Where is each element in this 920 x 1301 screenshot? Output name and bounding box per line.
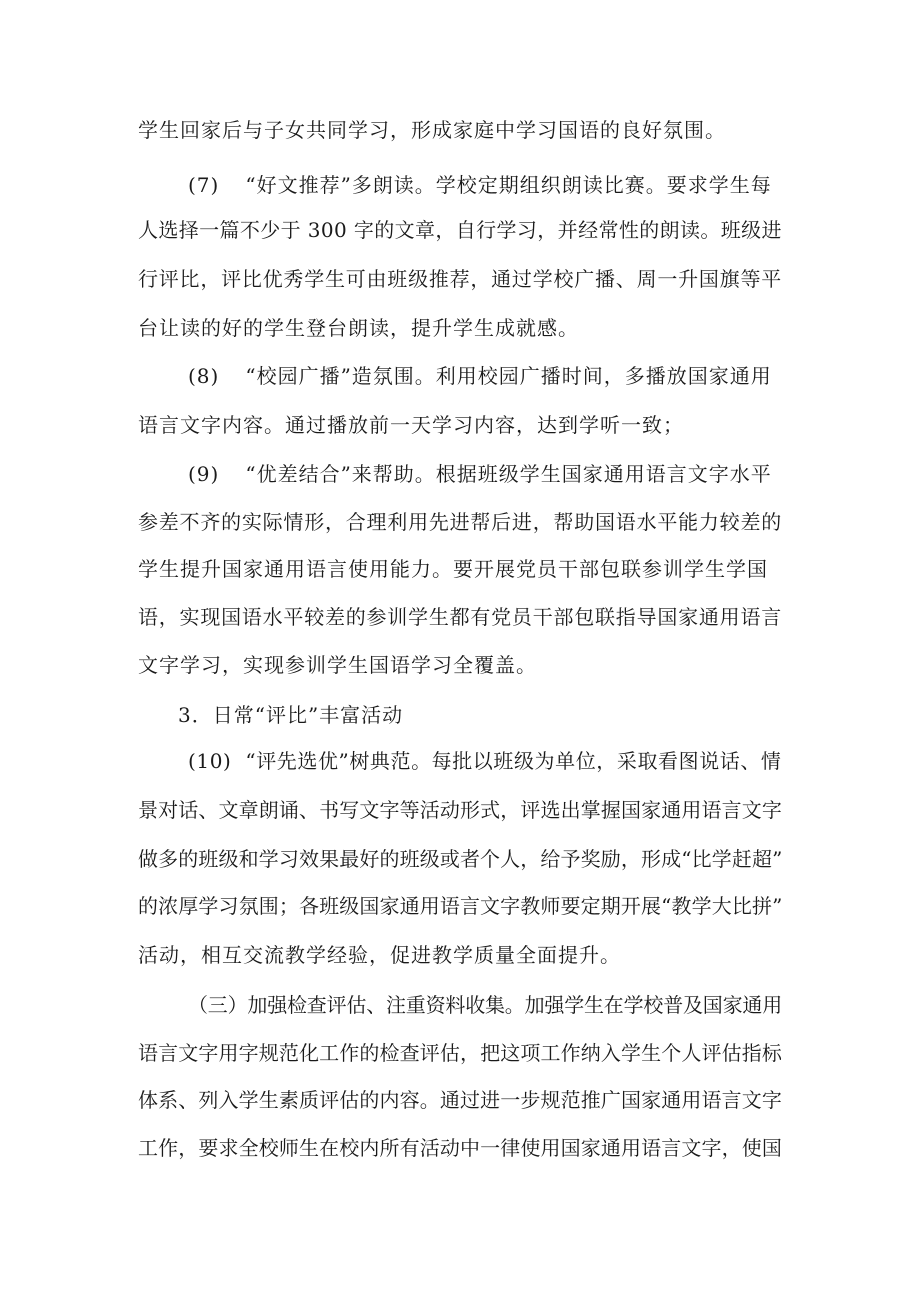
text-line: 语言文字内容。通过播放前一天学习内容，达到学听一致；: [138, 413, 684, 437]
item-lead: “校园广播”造氛围。利用校园广播时间，多播放国家通用: [245, 364, 772, 388]
item-lead: “优差结合”来帮助。根据班级学生国家通用语言文字水平: [245, 462, 772, 486]
text-line: 学生提升国家通用语言使用能力。要开展党员干部包联参训学生学国: [138, 557, 768, 581]
item-lead: “评先选优”树典范。每批以班级为单位，采取看图说话、情: [245, 749, 782, 773]
item-number: (9): [188, 462, 220, 486]
item-number: (10): [188, 749, 232, 773]
paragraph-8-first-line: [188, 364, 772, 388]
text-line: 工作，要求全校师生在校内所有活动中一律使用国家通用语言文字，使国: [138, 1136, 782, 1160]
paragraph-9-first-line: [188, 462, 772, 486]
text-line: 活动，相互交流教学经验，促进教学质量全面提升。: [138, 943, 621, 967]
paragraph-7-first-line: [188, 173, 772, 197]
text-line: 语，实现国语水平较差的参训学生都有党员干部包联指导国家通用语言: [138, 605, 782, 629]
text-line: 体系、列入学生素质评估的内容。通过进一步规范推广国家通用语言文字: [138, 1088, 782, 1112]
section-heading: 3．日常“评比”丰富活动: [178, 703, 404, 727]
item-lead: “好文推荐”多朗读。学校定期组织朗读比赛。要求学生每: [245, 173, 772, 197]
text-line: 语言文字用字规范化工作的检查评估，把这项工作纳入学生个人评估指标: [138, 1041, 782, 1065]
paragraph-10-first-line: [188, 749, 782, 773]
item-number: (7): [188, 173, 220, 197]
text-line: 景对话、文章朗诵、书写文字等活动形式，评选出掌握国家通用语言文字: [138, 798, 782, 822]
text-line: 行评比，评比优秀学生可由班级推荐，通过学校广播、周一升国旗等平: [138, 267, 782, 291]
text-line: 参差不齐的实际情形，合理利用先进帮后进，帮助国语水平能力较差的: [138, 510, 782, 534]
paragraph-san-first-line: （三）加强检查评估、注重资料收集。加强学生在学校普及国家通用: [188, 993, 782, 1017]
text-line: 的浓厚学习氛围；各班级国家通用语言文字教师要定期开展“教学大比拼”: [138, 894, 783, 918]
text-line: 台让读的好的学生登台朗读，提升学生成就感。: [138, 316, 579, 340]
text-line: 学生回家后与子女共同学习，形成家庭中学习国语的良好氛围。: [138, 118, 726, 142]
item-number: (8): [188, 364, 220, 388]
text-line: 做多的班级和学习效果最好的班级或者个人，给予奖励，形成“比学赶超”: [138, 847, 783, 871]
text-line: 文字学习，实现参训学生国语学习全覆盖。: [138, 653, 537, 677]
text-line: 人选择一篇不少于 300 字的文章，自行学习，并经常性的朗读。班级进: [138, 218, 782, 242]
